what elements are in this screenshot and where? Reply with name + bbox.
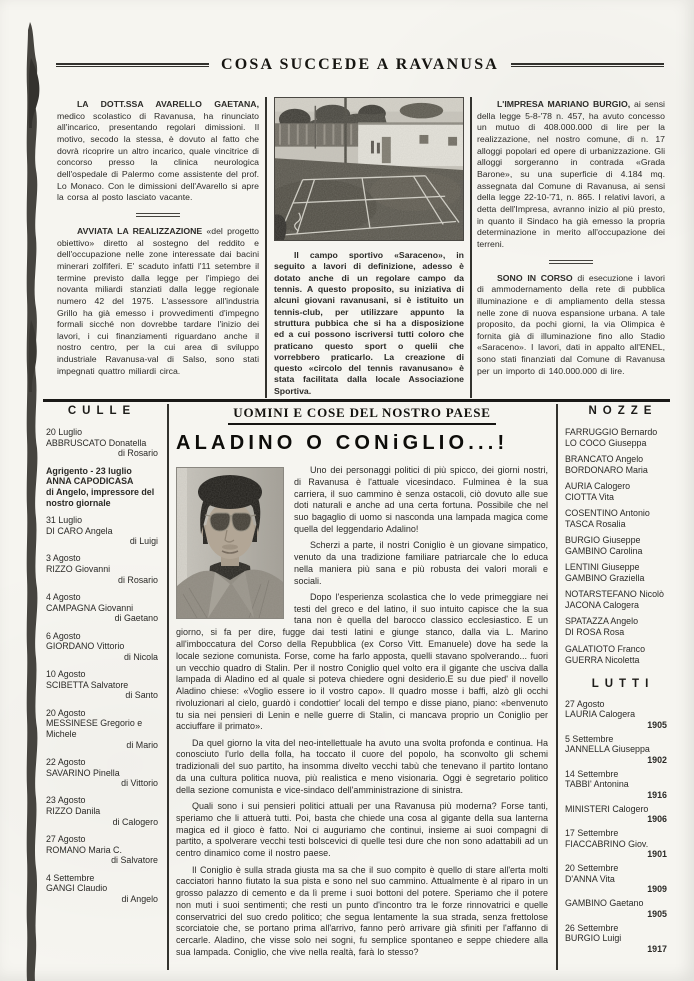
article-avarello	[57, 99, 259, 204]
birth-entry	[46, 553, 158, 585]
birth-year: 1905	[647, 719, 667, 730]
scan-edge-artifact	[0, 0, 50, 981]
birth-father: di Rosario	[118, 574, 158, 585]
wedding-entry	[565, 562, 681, 584]
birth-father: di Angelo, impressore del nostro giornale	[46, 486, 155, 508]
birth-name: SCIBETTA Salvatore	[46, 679, 129, 690]
birth-date: 4 Settembre	[46, 872, 95, 883]
death-date: 17 Settembre	[565, 828, 619, 839]
birth-year: 1917	[647, 943, 667, 954]
birth-date: 23 Agosto	[46, 795, 86, 806]
feature-column	[176, 404, 548, 963]
death-date: 27 Agosto	[565, 698, 605, 709]
bride-name: JACONA Calogera	[565, 600, 639, 611]
birth-year: 1909	[647, 884, 667, 895]
column-rule	[265, 97, 267, 398]
birth-entry	[46, 795, 158, 827]
birth-name: ABBRUSCATO Donatella	[46, 437, 147, 448]
masthead	[56, 56, 664, 74]
birth-name: RIZZO Danila	[46, 806, 101, 817]
feature-paragraph: Dopo l'esperienza scolastica che lo vede primeggiare nei testi del greco e del latino, il suo intuito capisce che la sua tana non è quella del barocco classico ecclesiastico. E un giorno, si fa per dire, fugge dai testi latini e giunge stanco, dalla via L. Marino all'imboccatura del Corso della Repubblica (ex Corso Vitt. Emanuele) dove ha sede la locale sezione comunista. Forse, come ha farlo apposta, quelli stavano spolverando... fuori un vecchio quadro di Stalin. Per il nostro Coniglio quel volto era il gigante che usciva dalla lampada di Aladino ed al quale si poteva chiedere ogni desiderio.E su due pied' il novello Aladino chiese: «Voglio essere io il vostro capo». Il quadro mosse i baffi, alzò gli occhi rivoluzionari al cielo, guardò i condottier' locali del tempo e disse piano, piano: «benvenuto tu sia nei pensieri di Lenin e nelle guerre di Stalin, ci mancava proprio un Coniglio per acciuffare il primato».	[176, 591, 548, 732]
groom-name: COSENTINO Antonio	[565, 508, 650, 519]
article-divider	[549, 260, 593, 264]
article-illuminazione-body: di esecuzione i lavori di ammodernamento della rete di pubblica illuminazione e di ampliamento della stessa nelle zone di nuova espansione urbana. A tale proposito, da pochi giorni, la via Olimpica è fornita già di illuminazione fino allo Stadio «Saraceno». I lavori, dati in appalto all'ENEL, sono stati finanziati dal Comune di Ravanusa per un importo di 140.000.000 di lire.	[477, 272, 665, 376]
death-name: MINISTERI Calogero	[565, 803, 649, 814]
feature-banner: UOMINI E COSE DEL NOSTRO PAESE	[228, 405, 495, 425]
death-name: LAURIA Calogera	[565, 709, 636, 720]
feature-body	[176, 465, 548, 959]
feature-paragraph: Il Coniglio è sulla strada giusta ma sa che il suo compito è quello di stare all'erta molti cacciatori hanno fiutato la sua pista e sono nel suo cammino. Attualmente è al riparo in un grosso palazzo di cemento e da lì preme i suoi bottoni del potere. Speriamo che il potere non muti i suoi sentimenti; che resti un punto d'incontro tra le forze rinnovatrici e quelle conservatrici del suo credo politico; che segua lentamente la sua strada, senza frettolose scorciatoie che, se portano prima all'arrivo, fanno però arrivare già sfiniti per l'affanno di cercarle. Aladino, che visse solo nei sogni, fu semplice spontaneo e seppe chiedere alla sua lampada. Coniglio, che vive nella realtà, farà lo stesso?	[176, 864, 548, 957]
right-news-column	[477, 99, 665, 377]
groom-name: SPATAZZA Angelo	[565, 616, 639, 627]
birth-name: GIORDANO Vittorio	[46, 641, 125, 652]
birth-father: di Calogero	[112, 816, 158, 827]
bride-name: GUERRA Nicoletta	[565, 654, 640, 665]
birth-entry	[46, 873, 158, 905]
column-rule	[556, 404, 558, 970]
death-entry	[565, 923, 681, 955]
birth-date: 6 Agosto	[46, 630, 81, 641]
death-name: BURGIO Luigi	[565, 933, 622, 944]
birth-father: di Angelo	[121, 893, 158, 904]
birth-entry	[46, 631, 158, 663]
birth-date: 20 Luglio	[46, 427, 83, 437]
tennis-court-photo	[274, 97, 464, 241]
masthead-rule-left	[56, 63, 209, 67]
bride-name: GAMBINO Carolina	[565, 546, 643, 557]
death-date: 20 Settembre	[565, 863, 619, 874]
article-progetto	[57, 226, 259, 378]
article-progetto-body: «del progetto obiettivo» diretto al sostegno del reddito e dell'occupazione nelle zone interessate dai bacini minerari zolfiferi. E' scaduto infatti l'11 setembre il termine previsto dalla legge per l'impiego dei novanta miliardi stanziati dalla legge regionale numero 42 del 1975. L'assessore all'industria Grillo ha già emesso i provvedimenti d'impegno formali sicché non dovrebbe tardare l'inizio dei lavori, i cui finanziamenti riguardano anche il nostro centro, per la cui area di sviluppo industriale Ravanusa-val di Salso, sono stati impegnati quattro miliardi circa.	[57, 225, 259, 376]
death-entry	[565, 734, 681, 766]
birth-year: 1916	[647, 789, 667, 800]
death-entry	[565, 804, 681, 825]
birth-entry	[46, 427, 158, 459]
birth-father: di Santo	[125, 690, 158, 701]
birth-father: di Luigi	[129, 536, 158, 547]
bride-name: CIOTTA Vita	[565, 492, 614, 503]
bride-name: DI ROSA Rosa	[565, 627, 625, 638]
feature-paragraph: Quali sono i sui pensieri politici attuali per una Ravanusa più moderna? Forse tanti, speriamo che li attuerà tutti. Poi, basta che chiede una cosa al gigante della sua lanterna magica ed il gioco è fatto. Noi ci auguriamo che continui, insieme ai suoi compagni di partito, a spolverare vecchi testi bolscevici di quelle tesi dure che non sono adattabili ad un centro dinamico come il nostro paese.	[176, 801, 548, 859]
birth-date: 22 Agosto	[46, 756, 86, 767]
left-news-column	[57, 99, 259, 377]
death-name: TABBI' Antonina	[565, 779, 629, 790]
death-entry	[565, 828, 681, 860]
bride-name: BORDONARO Maria	[565, 465, 648, 476]
births-column	[46, 405, 158, 911]
masthead-rule-right	[511, 63, 664, 67]
feature-headline: ALADINO O CONiGLIO...!	[176, 432, 509, 454]
article-avarello-body: medico scolastico di Ravanusa, ha rinunciato all'incarico, presentando regolari dimissioni. Il motivo, secodo la stessa, è dovuto al fatto che dovrà ricoprire un altro incarico, quale vincitrice di concorso presso la clinica neurologica dell'ospedale di Palermo come assistente del prof. Lo Monaco. Con le dimissioni dell'Avarello si apre la corsa al posto lasciato vacante.	[57, 110, 259, 203]
birth-name: DI CARO Angela	[46, 525, 113, 536]
groom-name: AURIA Calogero	[565, 481, 631, 492]
wedding-entry	[565, 481, 681, 503]
deaths-title: LUTTI	[591, 677, 655, 690]
birth-father: di Gaetano	[114, 613, 158, 624]
death-entry	[565, 769, 681, 801]
birth-year: 1906	[647, 814, 667, 825]
column-rule	[470, 97, 472, 398]
birth-name: MESSINESE Gregorio e Michele	[46, 718, 143, 739]
groom-name: NOTARSTEFANO Nicolò	[565, 589, 664, 600]
birth-name: CAMPAGNA Giovanni	[46, 602, 134, 613]
groom-name: GALATIOTO Franco	[565, 643, 646, 654]
birth-name: SAVARINO Pinella	[46, 767, 120, 778]
birth-father: di Salvatore	[111, 855, 158, 866]
center-photo-column	[274, 97, 464, 397]
death-name: JANNELLA Giuseppa	[565, 744, 650, 755]
groom-name: BRANCATO Angelo	[565, 454, 644, 465]
birth-father: di Mario	[126, 739, 158, 750]
birth-date: 3 Agosto	[46, 553, 81, 564]
portrait-photo	[176, 467, 284, 619]
birth-year: 1905	[647, 908, 667, 919]
wedding-entry	[565, 427, 681, 449]
death-entry	[565, 699, 681, 731]
groom-name: BURGIO Giuseppe	[565, 535, 641, 546]
page-title: COSA SUCCEDE A RAVANUSA	[220, 56, 500, 73]
birth-entry	[46, 669, 158, 701]
birth-name: ROMANO Maria C.	[46, 844, 122, 855]
section-divider-rule	[43, 399, 670, 402]
wedding-entry	[565, 616, 681, 638]
feature-paragraph: Scherzi a parte, il nostri Coniglio è un giovane simpatico, venuto da una tradizione familiare patriarcale che lo educa nella maniera più sana e più robusta dei valori morali e sociali.	[294, 540, 548, 586]
birth-year: 1901	[647, 849, 667, 860]
birth-date: 10 Agosto	[46, 669, 86, 680]
article-impresa	[477, 99, 665, 251]
birth-name: RIZZO Giovanni	[46, 564, 111, 575]
birth-year: 1902	[647, 754, 667, 765]
birth-name: ANNA CAPODICASA	[46, 476, 134, 487]
article-impresa-body: ai sensi della legge 5-8-'78 n. 457, ha avuto concesso un mutuo di 408.000.000 di lire per la realizzazione, nel nostro comune, di n. 17 alloggi popolari ed opere di urbanizzazione. Gli alloggi sorgeranno in contrada «Grada Barone», su una superficie di 4.184 mq. assegnata dal Comune di Ravanusa, ai sensi della legge 22-10-'71, n. 865. I relativi lavori, a detta dell'Impresa, avranno inizio al più presto, in quanto il Sindaco ha già emesso la propria determinazione in merito all'occupazione dei terreni.	[477, 99, 665, 249]
groom-name: FARRUGGIO Bernardo	[565, 427, 658, 437]
photo-caption: Il campo sportivo «Saraceno», in seguito a lavori di definizione, adesso è dotato anche di un regolare campo da tennis. A questo proposito, su iniziativa di alcuni giovani ravanusani, si è istituito un tennis-club, per utilizzare appunto la struttura pubbica che si ha a disposizione ed a cui possono iscriversi tutti coloro che praticano questo sport o quelii che vorrebbero praticarlo. La creazione di questo «circolo del tennis ravanusano» è stata facilitata dalla locale Associazione Sportiva.	[274, 250, 464, 396]
birth-date: 27 Agosto	[46, 834, 86, 844]
death-name: D'ANNA Vita	[565, 873, 615, 884]
wedding-entry	[565, 644, 681, 666]
column-rule	[167, 404, 169, 970]
birth-entry	[46, 834, 158, 866]
birth-date: 31 Luglio	[46, 514, 83, 525]
wedding-entry	[565, 589, 681, 611]
article-divider	[136, 213, 180, 217]
death-date: 14 Settembre	[565, 768, 619, 779]
bride-name: GAMBINO Graziella	[565, 573, 645, 584]
bride-name: TASCA Rosalia	[565, 519, 626, 530]
birth-date: 4 Agosto	[46, 591, 81, 602]
birth-entry	[46, 757, 158, 789]
death-entry	[565, 863, 681, 895]
feature-paragraph: Da quel giorno la vita del neo-intellettuale ha avuto una svolta profonda e continua. Ha conosciuto l'urlo della folla, ha toccato il cuore del popolo, ha sconvolto gli schemi tradizionali del suo partito, ha insomma divelto vecchi tabù che tenevano il partito lontano da una cultura politica nuova, più realistica e meno visionaria. Oggi è segretario politico della sezione comunista e vice-sindaco dell'amministrazione di sinistra.	[176, 737, 548, 795]
birth-father: di Nicola	[123, 651, 158, 662]
article-illuminazione	[477, 273, 665, 378]
bride-name: LO COCO Giuseppa	[565, 438, 647, 449]
feature-banner-wrap	[176, 404, 548, 425]
groom-name: LENTINI Giuseppe	[565, 562, 640, 573]
weddings-deaths-column	[565, 405, 681, 958]
wedding-entry	[565, 454, 681, 476]
death-name: FIACCABRINO Giov.	[565, 838, 649, 849]
births-title: CULLE	[67, 405, 137, 417]
birth-date: 20 Agosto	[46, 707, 86, 718]
death-name: GAMBINO Gaetano	[565, 898, 644, 909]
article-illuminazione-lead: SONO IN CORSO	[497, 272, 573, 283]
birth-father: di Rosario	[118, 448, 158, 459]
death-entry	[565, 898, 681, 919]
weddings-title: NOZZE	[588, 405, 658, 417]
birth-date: Agrigento - 23 luglio	[46, 465, 132, 476]
birth-name: GANGI Claudio	[46, 883, 108, 894]
wedding-entry	[565, 508, 681, 530]
death-date: 26 Settembre	[565, 922, 619, 933]
wedding-entry	[565, 535, 681, 557]
feature-paragraph: Uno dei personaggi politici di più spicco, dei giorni nostri, di Ravanusa è l'attuale vicesindaco. Fulminea è la sua carriera, il suo cammino è senza ostacoli, ciò dovuto alle sue doti naturali e anche ad una certa fortuna. Possibile che nel suo bagaglio di uomo si nasconda una lampada magica come quella del leggendario Adalino!	[294, 465, 548, 534]
birth-father: di Vittorio	[121, 778, 158, 789]
birth-entry	[46, 515, 158, 547]
article-impresa-lead: L'IMPRESA MARIANO BURGIO,	[497, 99, 631, 109]
birth-entry	[46, 592, 158, 624]
article-avarello-lead: LA DOTT.SSA AVARELLO GAETANA,	[77, 99, 259, 109]
death-date: 5 Settembre	[565, 733, 614, 744]
birth-entry	[46, 466, 158, 509]
birth-entry	[46, 708, 158, 751]
article-progetto-lead: AVVIATA LA REALIZZAZIONE	[77, 225, 203, 236]
